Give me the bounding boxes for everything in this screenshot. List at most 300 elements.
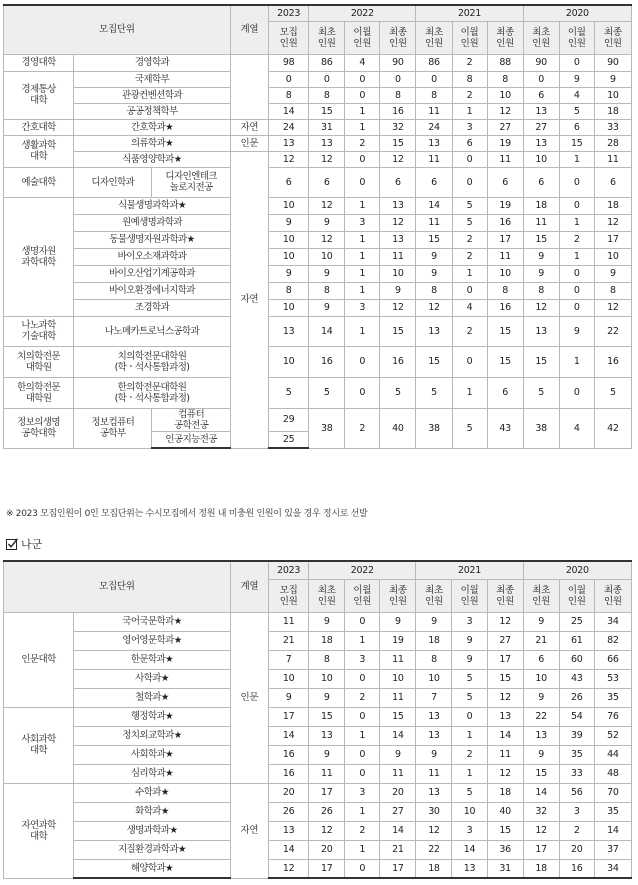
value-cell: 43 (559, 669, 594, 688)
value-cell: 0 (416, 71, 452, 87)
value-cell: 12 (416, 821, 452, 840)
table-row (4, 103, 632, 119)
value-cell: 0 (559, 54, 594, 71)
value-cell: 9 (380, 745, 416, 764)
value-cell: 60 (559, 650, 594, 669)
header-initial: 최초 인원 (416, 21, 452, 54)
value-cell: 18 (309, 631, 345, 650)
value-cell: 16 (594, 346, 631, 377)
header-final: 최종 인원 (380, 21, 416, 54)
value-cell: 15 (487, 669, 523, 688)
value-cell: 0 (345, 377, 380, 408)
value-cell: 24 (416, 119, 452, 135)
value-cell: 5 (559, 103, 594, 119)
value-cell: 6 (487, 377, 523, 408)
table-row (4, 282, 632, 299)
value-cell: 17 (487, 231, 523, 248)
value-cell: 31 (309, 119, 345, 135)
value-cell: 22 (594, 316, 631, 346)
quota-cell: 10 (269, 299, 309, 316)
quota-cell: 98 (269, 54, 309, 71)
value-cell: 13 (416, 726, 452, 745)
value-cell: 6 (594, 167, 631, 197)
header-final: 최종 인원 (487, 21, 523, 54)
dept-cell: 한문학과★ (74, 650, 231, 669)
value-cell: 12 (523, 299, 559, 316)
college-cell: 정보의생명 공학대학 (4, 408, 74, 448)
table-row (4, 408, 632, 431)
header-final: 최종 인원 (594, 579, 631, 612)
value-cell: 1 (345, 197, 380, 214)
header-transfer: 이월 인원 (345, 579, 380, 612)
value-cell: 18 (523, 859, 559, 878)
value-cell: 4 (345, 54, 380, 71)
value-cell: 11 (594, 151, 631, 167)
value-cell: 32 (380, 119, 416, 135)
value-cell: 8 (309, 87, 345, 103)
college-cell: 생명자원 과학대학 (4, 197, 74, 316)
value-cell: 42 (594, 408, 631, 448)
value-cell: 5 (452, 214, 487, 231)
value-cell: 0 (523, 71, 559, 87)
value-cell: 2 (345, 408, 380, 448)
value-cell: 28 (594, 135, 631, 151)
value-cell: 15 (523, 346, 559, 377)
value-cell: 13 (523, 103, 559, 119)
value-cell: 11 (380, 248, 416, 265)
header-field: 계열 (230, 5, 268, 54)
college-cell: 한의학전문 대학원 (4, 377, 74, 408)
value-cell: 16 (487, 214, 523, 231)
quota-cell: 29 (269, 408, 309, 431)
value-cell: 11 (416, 103, 452, 119)
value-cell: 1 (452, 103, 487, 119)
value-cell: 13 (309, 726, 345, 745)
college-cell: 간호대학 (4, 119, 74, 135)
value-cell: 54 (559, 707, 594, 726)
value-cell: 2 (452, 87, 487, 103)
value-cell: 15 (523, 231, 559, 248)
value-cell: 8 (309, 650, 345, 669)
value-cell: 14 (380, 821, 416, 840)
value-cell: 0 (345, 745, 380, 764)
value-cell: 1 (452, 726, 487, 745)
value-cell: 1 (559, 151, 594, 167)
value-cell: 39 (559, 726, 594, 745)
value-cell: 12 (309, 151, 345, 167)
value-cell: 4 (452, 299, 487, 316)
value-cell: 0 (559, 167, 594, 197)
value-cell: 17 (380, 859, 416, 878)
value-cell: 90 (594, 54, 631, 71)
dept-cell: 해양학과★ (74, 859, 231, 878)
value-cell: 5 (452, 669, 487, 688)
value-cell: 8 (594, 282, 631, 299)
value-cell: 15 (380, 135, 416, 151)
value-cell: 66 (594, 650, 631, 669)
college-cell: 경제통상 대학 (4, 71, 74, 119)
value-cell: 18 (416, 859, 452, 878)
value-cell: 11 (380, 688, 416, 707)
college-cell: 생활과학 대학 (4, 135, 74, 167)
value-cell: 1 (345, 248, 380, 265)
header-initial: 최초 인원 (523, 21, 559, 54)
value-cell: 16 (380, 103, 416, 119)
value-cell: 0 (559, 377, 594, 408)
quota-cell: 14 (268, 726, 308, 745)
dept-cell: 식품영양학과★ (74, 151, 231, 167)
dept-cell: 영어영문학과★ (74, 631, 231, 650)
value-cell: 17 (523, 840, 559, 859)
header-initial: 최초 인원 (309, 21, 345, 54)
value-cell: 12 (309, 231, 345, 248)
field-cell: 자연 (230, 151, 268, 448)
value-cell: 12 (380, 299, 416, 316)
value-cell: 1 (559, 248, 594, 265)
major-cell: 컴퓨터 공학전공 (152, 408, 230, 431)
value-cell: 0 (452, 282, 487, 299)
value-cell: 70 (594, 783, 631, 802)
value-cell: 11 (380, 650, 416, 669)
dept-cell: 지질환경과학과★ (74, 840, 231, 859)
dept-cell: 사학과★ (74, 669, 231, 688)
value-cell: 1 (345, 103, 380, 119)
dept-cell: 디자인학과 (74, 167, 152, 197)
value-cell: 9 (380, 612, 416, 631)
dept-cell: 생명과학과★ (74, 821, 231, 840)
value-cell: 0 (345, 764, 380, 783)
dept-cell: 간호학과★ (74, 119, 231, 135)
value-cell: 11 (416, 151, 452, 167)
header-transfer: 이월 인원 (345, 21, 380, 54)
quota-cell: 21 (268, 631, 308, 650)
value-cell: 19 (380, 631, 416, 650)
value-cell: 35 (594, 802, 631, 821)
quota-cell: 7 (268, 650, 308, 669)
quota-cell: 13 (268, 821, 308, 840)
quota-cell: 13 (269, 316, 309, 346)
dept-cell: 치의학전문대학원 (학ㆍ석사통합과정) (74, 346, 231, 377)
value-cell: 38 (523, 408, 559, 448)
header-year: 2020 (523, 561, 631, 579)
table-row (4, 265, 632, 282)
header-year: 2022 (309, 561, 416, 579)
admission-table-ga (3, 4, 632, 449)
value-cell: 22 (523, 707, 559, 726)
dept-cell: 한의학전문대학원 (학ㆍ석사통합과정) (74, 377, 231, 408)
value-cell: 6 (523, 87, 559, 103)
dept-cell: 동물생명자원과학과★ (74, 231, 231, 248)
value-cell: 14 (594, 821, 631, 840)
value-cell: 0 (345, 167, 380, 197)
value-cell: 6 (309, 167, 345, 197)
table-row (4, 688, 632, 707)
value-cell: 19 (487, 135, 523, 151)
header-final: 최종 인원 (380, 579, 416, 612)
value-cell: 33 (559, 764, 594, 783)
value-cell: 5 (380, 377, 416, 408)
dept-cell: 심리학과★ (74, 764, 231, 783)
value-cell: 8 (309, 282, 345, 299)
value-cell: 10 (380, 265, 416, 282)
value-cell: 13 (416, 316, 452, 346)
quota-cell: 26 (268, 802, 308, 821)
college-cell: 예술대학 (4, 167, 74, 197)
value-cell: 12 (594, 214, 631, 231)
quota-cell: 10 (269, 197, 309, 214)
value-cell: 0 (380, 71, 416, 87)
value-cell: 35 (594, 688, 631, 707)
value-cell: 26 (559, 688, 594, 707)
value-cell: 0 (452, 167, 487, 197)
value-cell: 13 (416, 783, 452, 802)
value-cell: 13 (523, 316, 559, 346)
college-cell: 치의학전문 대학원 (4, 346, 74, 377)
table-row (4, 248, 632, 265)
value-cell: 5 (594, 377, 631, 408)
value-cell: 90 (380, 54, 416, 71)
value-cell: 3 (452, 119, 487, 135)
value-cell: 1 (452, 265, 487, 282)
value-cell: 33 (594, 119, 631, 135)
value-cell: 11 (309, 764, 345, 783)
value-cell: 12 (487, 688, 523, 707)
value-cell: 14 (380, 726, 416, 745)
quota-cell: 16 (268, 745, 308, 764)
value-cell: 13 (416, 707, 452, 726)
value-cell: 4 (559, 408, 594, 448)
value-cell: 6 (487, 167, 523, 197)
college-cell: 경영대학 (4, 54, 74, 71)
quota-cell: 10 (269, 231, 309, 248)
value-cell: 3 (345, 299, 380, 316)
value-cell: 6 (452, 135, 487, 151)
checkbox-checked-icon (6, 538, 18, 550)
value-cell: 17 (487, 650, 523, 669)
value-cell: 53 (594, 669, 631, 688)
value-cell: 8 (416, 282, 452, 299)
value-cell: 35 (559, 745, 594, 764)
value-cell: 36 (487, 840, 523, 859)
value-cell: 27 (380, 802, 416, 821)
value-cell: 18 (594, 103, 631, 119)
section-heading (6, 536, 42, 552)
table-row (4, 650, 632, 669)
value-cell: 8 (380, 87, 416, 103)
value-cell: 1 (345, 119, 380, 135)
header-transfer: 이월 인원 (452, 579, 487, 612)
value-cell: 8 (452, 71, 487, 87)
quota-cell: 10 (268, 669, 308, 688)
value-cell: 9 (523, 745, 559, 764)
value-cell: 0 (345, 707, 380, 726)
value-cell: 0 (559, 299, 594, 316)
value-cell: 2 (345, 821, 380, 840)
value-cell: 0 (345, 859, 380, 878)
quota-cell: 17 (268, 707, 308, 726)
table-row (4, 802, 632, 821)
value-cell: 18 (594, 197, 631, 214)
value-cell: 2 (559, 821, 594, 840)
dept-cell: 철학과★ (74, 688, 231, 707)
value-cell: 3 (452, 821, 487, 840)
value-cell: 14 (416, 197, 452, 214)
dept-cell: 국어국문학과★ (74, 612, 231, 631)
value-cell: 10 (487, 87, 523, 103)
value-cell: 1 (345, 726, 380, 745)
header-initial: 최초 인원 (309, 579, 345, 612)
value-cell: 16 (309, 346, 345, 377)
value-cell: 14 (452, 840, 487, 859)
value-cell: 2 (345, 135, 380, 151)
field-cell: 자연 (230, 119, 268, 135)
value-cell: 1 (345, 802, 380, 821)
table-row (4, 71, 632, 87)
value-cell: 15 (380, 316, 416, 346)
field-cell: 자연 (230, 783, 268, 878)
value-cell: 10 (309, 248, 345, 265)
value-cell: 20 (309, 840, 345, 859)
field-cell (230, 54, 268, 119)
value-cell: 2 (452, 745, 487, 764)
value-cell: 2 (452, 231, 487, 248)
table-row (4, 707, 632, 726)
table-row (4, 764, 632, 783)
table-row (4, 151, 632, 167)
value-cell: 16 (380, 346, 416, 377)
value-cell: 18 (487, 783, 523, 802)
table-row (4, 119, 632, 135)
header-unit: 모집단위 (4, 5, 231, 54)
quota-cell: 9 (269, 265, 309, 282)
value-cell: 11 (416, 764, 452, 783)
quota-cell: 20 (268, 783, 308, 802)
quota-cell: 10 (269, 248, 309, 265)
table-row (4, 231, 632, 248)
quota-cell: 12 (268, 859, 308, 878)
value-cell: 44 (594, 745, 631, 764)
table-row (4, 612, 632, 631)
quota-cell: 9 (268, 688, 308, 707)
value-cell: 12 (380, 151, 416, 167)
table-row (4, 726, 632, 745)
header-year: 2021 (416, 5, 523, 21)
value-cell: 15 (523, 764, 559, 783)
table-row (4, 316, 632, 346)
value-cell: 8 (416, 87, 452, 103)
value-cell: 9 (523, 612, 559, 631)
value-cell: 22 (416, 840, 452, 859)
value-cell: 12 (309, 197, 345, 214)
value-cell: 5 (452, 688, 487, 707)
value-cell: 13 (380, 231, 416, 248)
college-cell: 사회과학 대학 (4, 707, 74, 783)
value-cell: 21 (523, 631, 559, 650)
header-initial: 최초 인원 (416, 579, 452, 612)
quota-cell: 8 (269, 282, 309, 299)
header-year: 2023 (269, 5, 309, 21)
value-cell: 1 (559, 214, 594, 231)
value-cell: 1 (452, 377, 487, 408)
value-cell: 18 (416, 631, 452, 650)
value-cell: 10 (594, 87, 631, 103)
value-cell: 14 (523, 783, 559, 802)
value-cell: 0 (345, 669, 380, 688)
value-cell: 10 (523, 669, 559, 688)
header-field: 계열 (230, 561, 268, 612)
value-cell: 9 (523, 688, 559, 707)
value-cell: 9 (309, 745, 345, 764)
dept-cell: 국제학부 (74, 71, 231, 87)
table-row (4, 214, 632, 231)
value-cell: 9 (452, 631, 487, 650)
quota-cell: 24 (269, 119, 309, 135)
header-year: 2023 (268, 561, 308, 579)
table-row (4, 54, 632, 71)
header-final: 최종 인원 (487, 579, 523, 612)
value-cell: 5 (309, 377, 345, 408)
value-cell: 26 (309, 802, 345, 821)
value-cell: 3 (345, 214, 380, 231)
value-cell: 82 (594, 631, 631, 650)
dept-cell: 의류학과★ (74, 135, 231, 151)
table-row (4, 197, 632, 214)
value-cell: 0 (345, 87, 380, 103)
value-cell: 11 (380, 764, 416, 783)
value-cell: 0 (345, 346, 380, 377)
value-cell: 19 (487, 197, 523, 214)
value-cell: 13 (487, 707, 523, 726)
dept-cell: 수학과★ (74, 783, 231, 802)
table-row (4, 821, 632, 840)
header-unit: 모집단위 (4, 561, 231, 612)
value-cell: 12 (523, 821, 559, 840)
value-cell: 9 (416, 745, 452, 764)
footnote: ※ 2023 모집인원이 0인 모집단위는 수시모집에서 정원 내 미충원 인원이 있을 경우 정시로 선발 (6, 509, 368, 519)
header-year: 2021 (416, 561, 523, 579)
value-cell: 12 (487, 103, 523, 119)
value-cell: 12 (380, 214, 416, 231)
value-cell: 15 (559, 135, 594, 151)
value-cell: 20 (559, 840, 594, 859)
value-cell: 40 (487, 802, 523, 821)
value-cell: 9 (594, 265, 631, 282)
major-cell: 디자인엔테크 놀로지전공 (152, 167, 230, 197)
value-cell: 15 (309, 103, 345, 119)
dept-cell: 정치외교학과★ (74, 726, 231, 745)
dept-cell: 공공정책학부 (74, 103, 231, 119)
dept-cell: 원예생명과학과 (74, 214, 231, 231)
dept-cell: 경영학과 (74, 54, 231, 71)
table-row (4, 669, 632, 688)
major-cell: 인공지능전공 (152, 431, 230, 448)
field-cell: 인문 (230, 135, 268, 151)
dept-cell: 바이오산업기계공학과 (74, 265, 231, 282)
value-cell: 1 (345, 231, 380, 248)
table-row (4, 346, 632, 377)
header-transfer: 이월 인원 (559, 21, 594, 54)
value-cell: 11 (416, 214, 452, 231)
header-final: 최종 인원 (594, 21, 631, 54)
value-cell: 17 (309, 859, 345, 878)
value-cell: 56 (559, 783, 594, 802)
value-cell: 9 (559, 71, 594, 87)
dept-cell: 나노메카트로닉스공학과 (74, 316, 231, 346)
value-cell: 10 (594, 248, 631, 265)
value-cell: 0 (559, 265, 594, 282)
value-cell: 15 (487, 316, 523, 346)
value-cell: 9 (309, 688, 345, 707)
